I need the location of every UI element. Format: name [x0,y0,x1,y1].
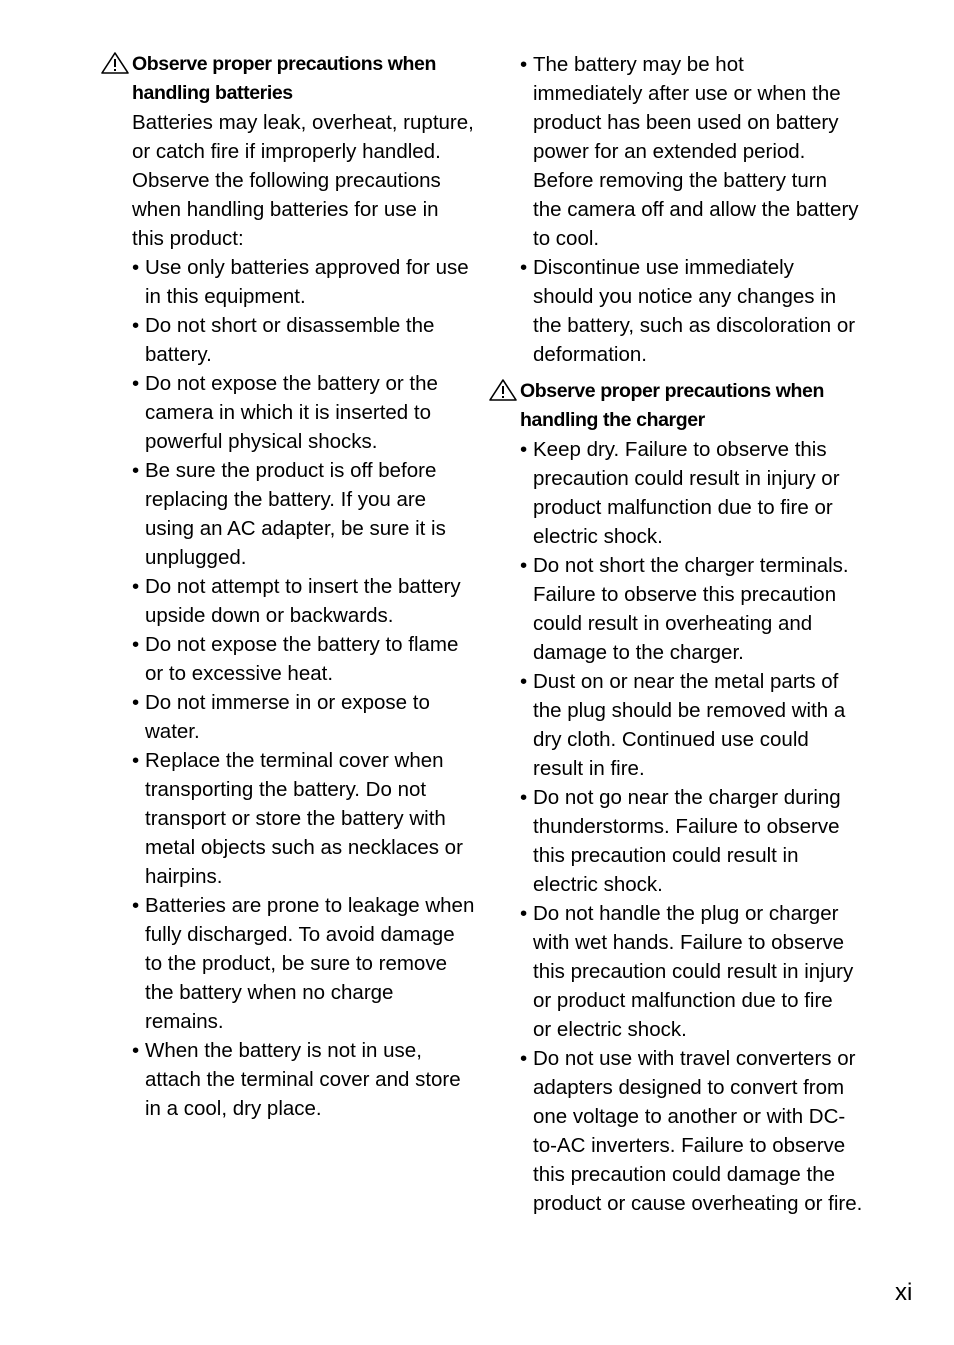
text-line: damage to the charger. [533,641,744,664]
text-line: product has been used on battery [533,111,839,134]
list-item [132,456,478,572]
warning-triangle-icon [488,378,518,402]
warning-triangle-icon [100,51,130,75]
battery-bullet-list [100,253,478,1123]
text-line: precaution could result in injury or [533,467,840,490]
text-line: this precaution could result in injury [533,960,854,983]
text-line: using an AC adapter, be sure it is [145,517,446,540]
left-column [100,50,478,1123]
list-item [520,667,868,783]
text-line: Before removing the battery turn [533,169,827,192]
text-line: transporting the battery. Do not [145,778,427,801]
text-line: power for an extended period. [533,140,806,163]
title-line: handling the charger [520,409,705,431]
list-item [132,630,478,688]
text-line: with wet hands. Failure to observe [533,931,845,954]
list-item [132,891,478,1036]
text-line: • When the battery is not in use, [145,1039,422,1062]
text-line: • Do not immerse in or expose to [145,691,430,714]
text-line: deformation. [533,343,647,366]
text-line: • Use only batteries approved for use [145,256,469,279]
text-line: in a cool, dry place. [145,1097,322,1120]
text-line: the battery, such as discoloration or [533,314,856,337]
list-item [520,551,868,667]
list-item [132,311,478,369]
text-line: metal objects such as necklaces or [145,836,463,859]
text-line: • Replace the terminal cover when [145,749,444,772]
text-line: this precaution could result in [533,844,799,867]
title-line: Observe proper precautions when [520,380,825,402]
text-line: in this equipment. [145,285,306,308]
text-line: Observe the following precautions [132,169,441,192]
text-line: this precaution could damage the [533,1163,836,1186]
text-line: upside down or backwards. [145,604,394,627]
list-item [132,1036,478,1123]
list-item [132,253,478,311]
charger-precautions-title [488,377,868,435]
text-line: • Dust on or near the metal parts of [533,670,839,693]
text-line: this product: [132,227,244,250]
text-line: electric shock. [533,525,663,548]
list-item [132,572,478,630]
text-line: the camera off and allow the battery [533,198,859,221]
list-item [520,899,868,1044]
text-line: • Do not attempt to insert the battery [145,575,461,598]
text-line: the battery when no charge [145,981,394,1004]
page-number: xi [895,1279,913,1306]
text-line: could result in overheating and [533,612,813,635]
text-line: Batteries may leak, overheat, rupture, [132,111,474,134]
text-line: product malfunction due to fire or [533,496,833,519]
list-item [132,746,478,891]
text-line: unplugged. [145,546,247,569]
right-column [488,50,868,1218]
list-item [520,50,868,253]
text-line: thunderstorms. Failure to observe [533,815,840,838]
text-line: electric shock. [533,873,663,896]
text-line: replacing the battery. If you are [145,488,427,511]
text-line: the plug should be removed with a [533,699,846,722]
text-line: • Discontinue use immediately [533,256,794,279]
text-line: • Batteries are prone to leakage when [145,894,475,917]
list-item [520,435,868,551]
text-line: • Do not handle the plug or charger [533,902,839,925]
text-line: immediately after use or when the [533,82,841,105]
text-line: • Keep dry. Failure to observe this [533,438,827,461]
list-item [520,253,868,369]
text-line: or to excessive heat. [145,662,334,685]
list-item [132,688,478,746]
text-line: remains. [145,1010,224,1033]
battery-intro-paragraph [100,108,478,253]
text-line: camera in which it is inserted to [145,401,431,424]
text-line: battery. [145,343,212,366]
charger-bullet-list [488,435,868,1218]
list-item [520,1044,868,1218]
text-line: one voltage to another or with DC- [533,1105,846,1128]
text-line: water. [145,720,200,743]
text-line: to cool. [533,227,600,250]
text-line: dry cloth. Continued use could [533,728,809,751]
list-item [520,783,868,899]
text-line: • Do not go near the charger during [533,786,841,809]
battery-bullet-list-continued [488,50,868,369]
text-line: hairpins. [145,865,223,888]
text-line: to the product, be sure to remove [145,952,447,975]
text-line: fully discharged. To avoid damage [145,923,455,946]
battery-precautions-title [100,50,478,108]
text-line: • Be sure the product is off before [145,459,437,482]
text-line: or electric shock. [533,1018,687,1041]
text-line: • The battery may be hot [533,53,744,76]
list-item [132,369,478,456]
text-line: or catch fire if improperly handled. [132,140,441,163]
text-line: attach the terminal cover and store [145,1068,461,1091]
text-line: should you notice any changes in [533,285,837,308]
text-line: transport or store the battery with [145,807,446,830]
text-line: • Do not expose the battery or the [145,372,438,395]
text-line: result in fire. [533,757,645,780]
text-line: • Do not short the charger terminals. [533,554,849,577]
text-line: powerful physical shocks. [145,430,378,453]
text-line: product or cause overheating or fire. [533,1192,863,1215]
text-line: • Do not expose the battery to flame [145,633,459,656]
text-line: • Do not use with travel converters or [533,1047,856,1070]
title-line: handling batteries [132,82,293,104]
title-line: Observe proper precautions when [132,53,437,75]
text-line: • Do not short or disassemble the [145,314,435,337]
text-line: Failure to observe this precaution [533,583,837,606]
text-line: to-AC inverters. Failure to observe [533,1134,846,1157]
text-line: or product malfunction due to fire [533,989,833,1012]
text-line: when handling batteries for use in [132,198,439,221]
text-line: adapters designed to convert from [533,1076,845,1099]
